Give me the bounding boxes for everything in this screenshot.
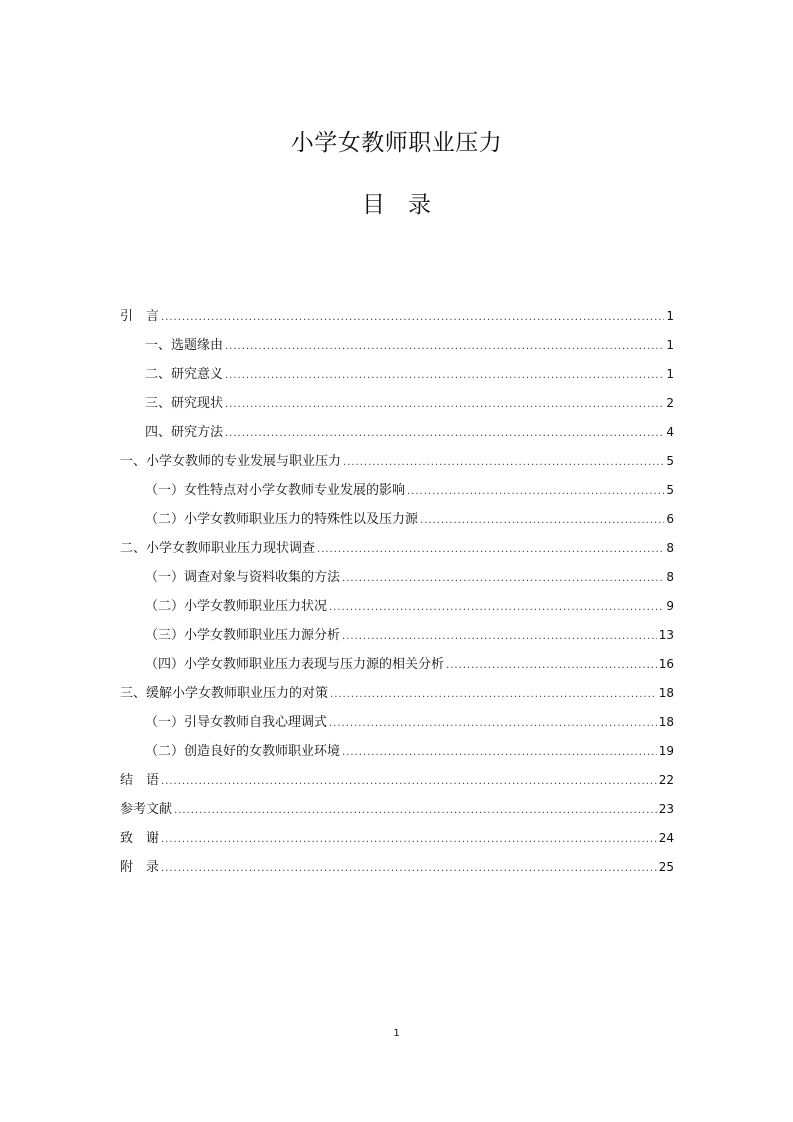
toc-entry-page: 6	[666, 512, 674, 526]
toc-dot-leader	[420, 511, 664, 531]
toc-entry-label: 二、研究意义	[145, 367, 224, 382]
toc-entry[interactable]	[120, 594, 674, 623]
toc-entry-label: 二、小学女教师职业压力现状调查	[120, 541, 316, 556]
toc-entry-label: 致 谢	[120, 831, 160, 846]
toc-entry-page: 23	[658, 802, 674, 816]
toc-dot-leader	[161, 308, 664, 328]
toc-entry-label: （二）小学女教师职业压力的特殊性以及压力源	[145, 512, 419, 527]
toc-dot-leader	[161, 859, 657, 879]
toc-entry[interactable]	[120, 333, 674, 362]
toc-entry[interactable]	[120, 855, 674, 884]
toc-entry-page: 5	[666, 483, 674, 497]
toc-entry[interactable]	[120, 478, 674, 507]
toc-entry-page: 16	[658, 657, 674, 671]
toc-entry-page: 24	[658, 831, 674, 845]
toc-dot-leader	[342, 627, 657, 647]
toc-dot-leader	[161, 772, 657, 792]
toc-entry-page: 18	[658, 715, 674, 729]
toc-entry-page: 9	[666, 599, 674, 613]
toc-entry-label: （四）小学女教师职业压力表现与压力源的相关分析	[145, 657, 445, 672]
toc-entry-label: （一）引导女教师自我心理调式	[145, 715, 328, 730]
toc-entry-page: 8	[666, 570, 674, 584]
toc-entry[interactable]	[120, 797, 674, 826]
toc-entry-page: 1	[666, 338, 674, 352]
toc-entry-page: 19	[658, 744, 674, 758]
toc-entry-label: 附 录	[120, 860, 160, 875]
toc-entry-label: （二）创造良好的女教师职业环境	[145, 744, 341, 759]
toc-entry-label: 一、选题缘由	[145, 338, 224, 353]
toc-dot-leader	[161, 830, 657, 850]
toc-entry[interactable]	[120, 362, 674, 391]
table-of-contents	[120, 304, 674, 884]
toc-entry-label: 结 语	[120, 773, 160, 788]
toc-dot-leader	[342, 743, 657, 763]
page-number: 1	[393, 1028, 400, 1039]
toc-entry-page: 25	[658, 860, 674, 874]
toc-entry-page: 1	[666, 367, 674, 381]
toc-entry-page: 13	[658, 628, 674, 642]
toc-entry-label: 四、研究方法	[145, 425, 224, 440]
toc-entry[interactable]	[120, 652, 674, 681]
toc-dot-leader	[446, 656, 657, 676]
toc-dot-leader	[225, 395, 664, 415]
toc-entry-label: （三）小学女教师职业压力源分析	[145, 628, 341, 643]
toc-entry-label: （一）女性特点对小学女教师专业发展的影响	[145, 483, 406, 498]
toc-entry-label: （二）小学女教师职业压力状况	[145, 599, 328, 614]
toc-entry[interactable]	[120, 681, 674, 710]
toc-entry[interactable]	[120, 420, 674, 449]
toc-entry-label: 三、缓解小学女教师职业压力的对策	[120, 686, 329, 701]
toc-dot-leader	[342, 569, 664, 589]
toc-entry-page: 1	[666, 309, 674, 323]
toc-entry[interactable]	[120, 565, 674, 594]
toc-dot-leader	[225, 337, 664, 357]
toc-entry-page: 8	[666, 541, 674, 555]
toc-entry-label: 三、研究现状	[145, 396, 224, 411]
toc-entry-page: 4	[666, 425, 674, 439]
toc-entry[interactable]	[120, 449, 674, 478]
toc-entry-label: 参考文献	[120, 802, 173, 817]
toc-entry[interactable]	[120, 507, 674, 536]
toc-entry[interactable]	[120, 710, 674, 739]
toc-dot-leader	[225, 424, 664, 444]
toc-heading: 目 录	[362, 192, 431, 218]
toc-entry-label: （一）调查对象与资料收集的方法	[145, 570, 341, 585]
toc-entry[interactable]	[120, 739, 674, 768]
toc-entry-page: 18	[658, 686, 674, 700]
toc-dot-leader	[343, 453, 664, 473]
toc-dot-leader	[407, 482, 664, 502]
toc-entry[interactable]	[120, 623, 674, 652]
toc-entry-label: 一、小学女教师的专业发展与职业压力	[120, 454, 342, 469]
toc-entry[interactable]	[120, 391, 674, 420]
document-title: 小学女教师职业压力	[290, 130, 503, 156]
toc-entry[interactable]	[120, 768, 674, 797]
toc-entry[interactable]	[120, 536, 674, 565]
toc-entry-page: 5	[666, 454, 674, 468]
toc-entry[interactable]	[120, 826, 674, 855]
toc-dot-leader	[329, 714, 657, 734]
toc-dot-leader	[317, 540, 664, 560]
toc-dot-leader	[225, 366, 664, 386]
toc-entry-page: 22	[658, 773, 674, 787]
toc-dot-leader	[330, 685, 657, 705]
toc-entry-page: 2	[666, 396, 674, 410]
toc-dot-leader	[174, 801, 657, 821]
toc-entry-label: 引 言	[120, 309, 160, 324]
toc-entry[interactable]	[120, 304, 674, 333]
toc-dot-leader	[329, 598, 664, 618]
